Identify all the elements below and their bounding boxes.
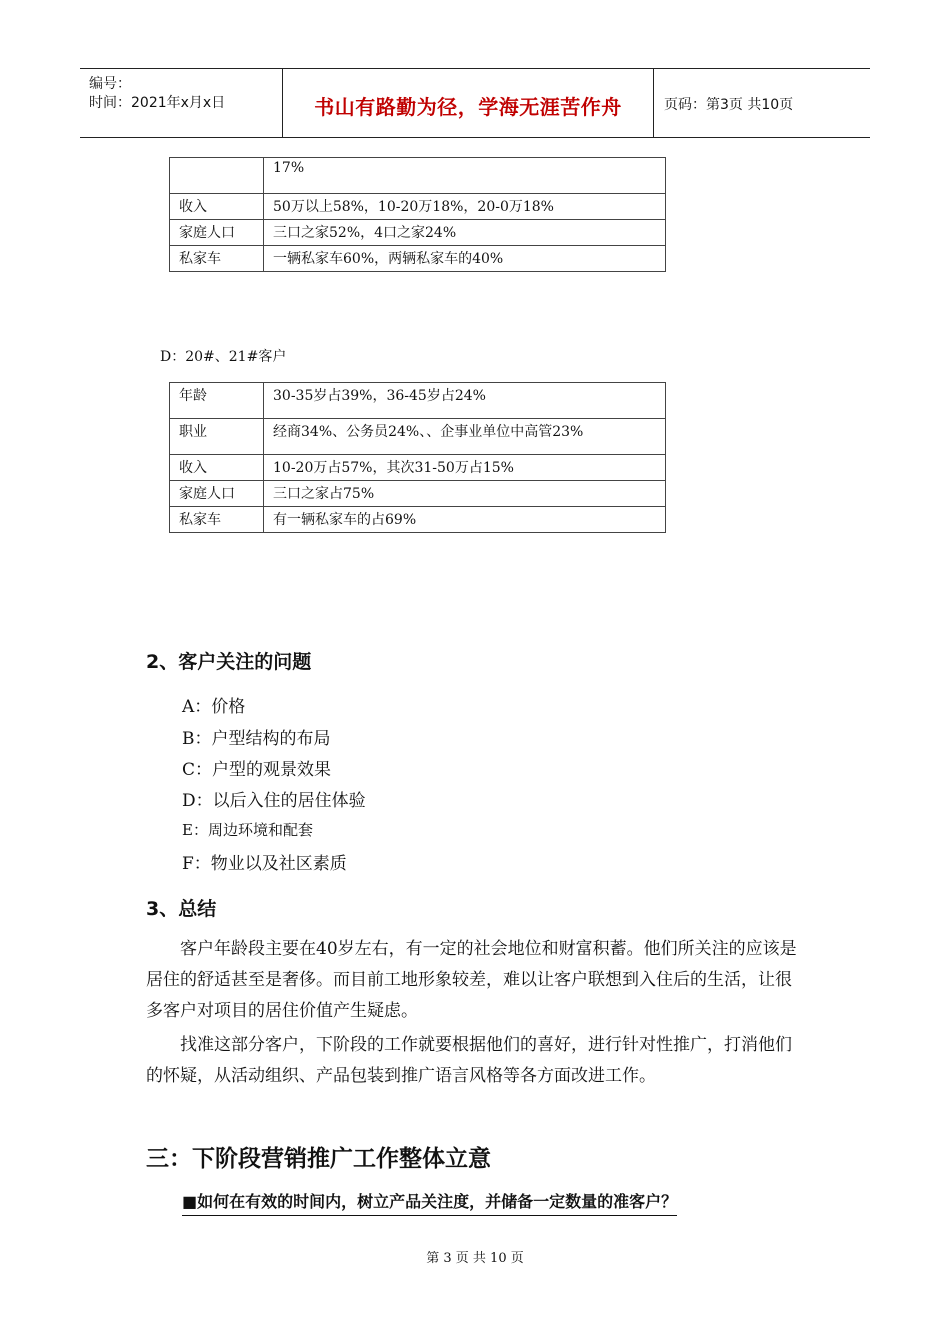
table-cell-label: 收入 xyxy=(170,455,264,481)
concern-item: A：价格 xyxy=(182,697,246,717)
table-cell-value: 17% xyxy=(264,158,666,194)
section-three-heading: 三：下阶段营销推广工作整体立意 xyxy=(146,1146,491,1172)
table-cell-label: 年龄 xyxy=(170,383,264,419)
table-cell-value: 经商34%、公务员24%、、企事业单位中高管23% xyxy=(264,419,666,455)
table-cell-label: 私家车 xyxy=(170,507,264,533)
table-cell-value: 有一辆私家车的占69% xyxy=(264,507,666,533)
table-cell-value: 一辆私家车60%，两辆私家车的40% xyxy=(264,246,666,272)
table-cell-label: 家庭人口 xyxy=(170,481,264,507)
date-label: 时间：2021年x月x日 xyxy=(89,95,226,111)
page-header xyxy=(80,68,870,138)
table-d xyxy=(169,382,666,533)
serial-label: 编号： xyxy=(89,76,131,92)
concern-item: F：物业以及社区素质 xyxy=(182,854,347,874)
concern-item: B：户型结构的布局 xyxy=(182,729,331,749)
summary-paragraph: 客户年龄段主要在40岁左右，有一定的社会地位和财富积蓄。他们所关注的应该是居住的舒适甚至是奢侈。而目前工地形象较差，难以让客户联想到入住后的生活，让很多客户对项目的居住价值产生疑虑。 xyxy=(146,939,797,1021)
table-cell-value: 10-20万占57%，其次31-50万占15% xyxy=(264,455,666,481)
table-row xyxy=(170,158,666,194)
header-page-cell xyxy=(654,69,870,137)
header-meta xyxy=(80,69,283,137)
motto: 书山有路勤为径，学海无涯苦作舟 xyxy=(314,95,622,119)
concern-item: E：周边环境和配套 xyxy=(182,821,313,839)
table-c xyxy=(169,157,666,272)
table-cell-value: 30-35岁占39%，36-45岁占24% xyxy=(264,383,666,419)
concern-item: C：户型的观景效果 xyxy=(182,760,332,780)
summary-paragraph: 找准这部分客户，下阶段的工作就要根据他们的喜好，进行针对性推广，打消他们的怀疑，从活动组织、产品包装到推广语言风格等各方面改进工作。 xyxy=(146,1035,792,1086)
key-question: ■如何在有效的时间内，树立产品关注度，并储备一定数量的准客户？ xyxy=(182,1189,677,1216)
section-d-label: D：20#、21#客户 xyxy=(160,349,287,365)
table-row xyxy=(170,194,666,220)
table-row xyxy=(170,481,666,507)
table-row xyxy=(170,383,666,419)
table-cell-label: 家庭人口 xyxy=(170,220,264,246)
table-cell-label: 职业 xyxy=(170,419,264,455)
table-row xyxy=(170,220,666,246)
table-row xyxy=(170,246,666,272)
table-row xyxy=(170,507,666,533)
summary-heading: 3、总结 xyxy=(146,898,217,920)
table-cell-label: 私家车 xyxy=(170,246,264,272)
table-row xyxy=(170,455,666,481)
table-cell-value: 三口之家52%，4口之家24% xyxy=(264,220,666,246)
table-cell-label: 收入 xyxy=(170,194,264,220)
header-motto-cell xyxy=(283,69,654,137)
table-cell-value: 三口之家占75% xyxy=(264,481,666,507)
page-footer: 第 3 页 共 10 页 xyxy=(426,1251,524,1266)
table-row xyxy=(170,419,666,455)
concern-item: D：以后入住的居住体验 xyxy=(182,791,366,811)
table-cell-value: 50万以上58%，10-20万18%，20-0万18% xyxy=(264,194,666,220)
table-cell-label xyxy=(170,158,264,194)
concerns-heading: 2、客户关注的问题 xyxy=(146,651,312,673)
page-info: 页码：第3页 共10页 xyxy=(664,97,794,113)
